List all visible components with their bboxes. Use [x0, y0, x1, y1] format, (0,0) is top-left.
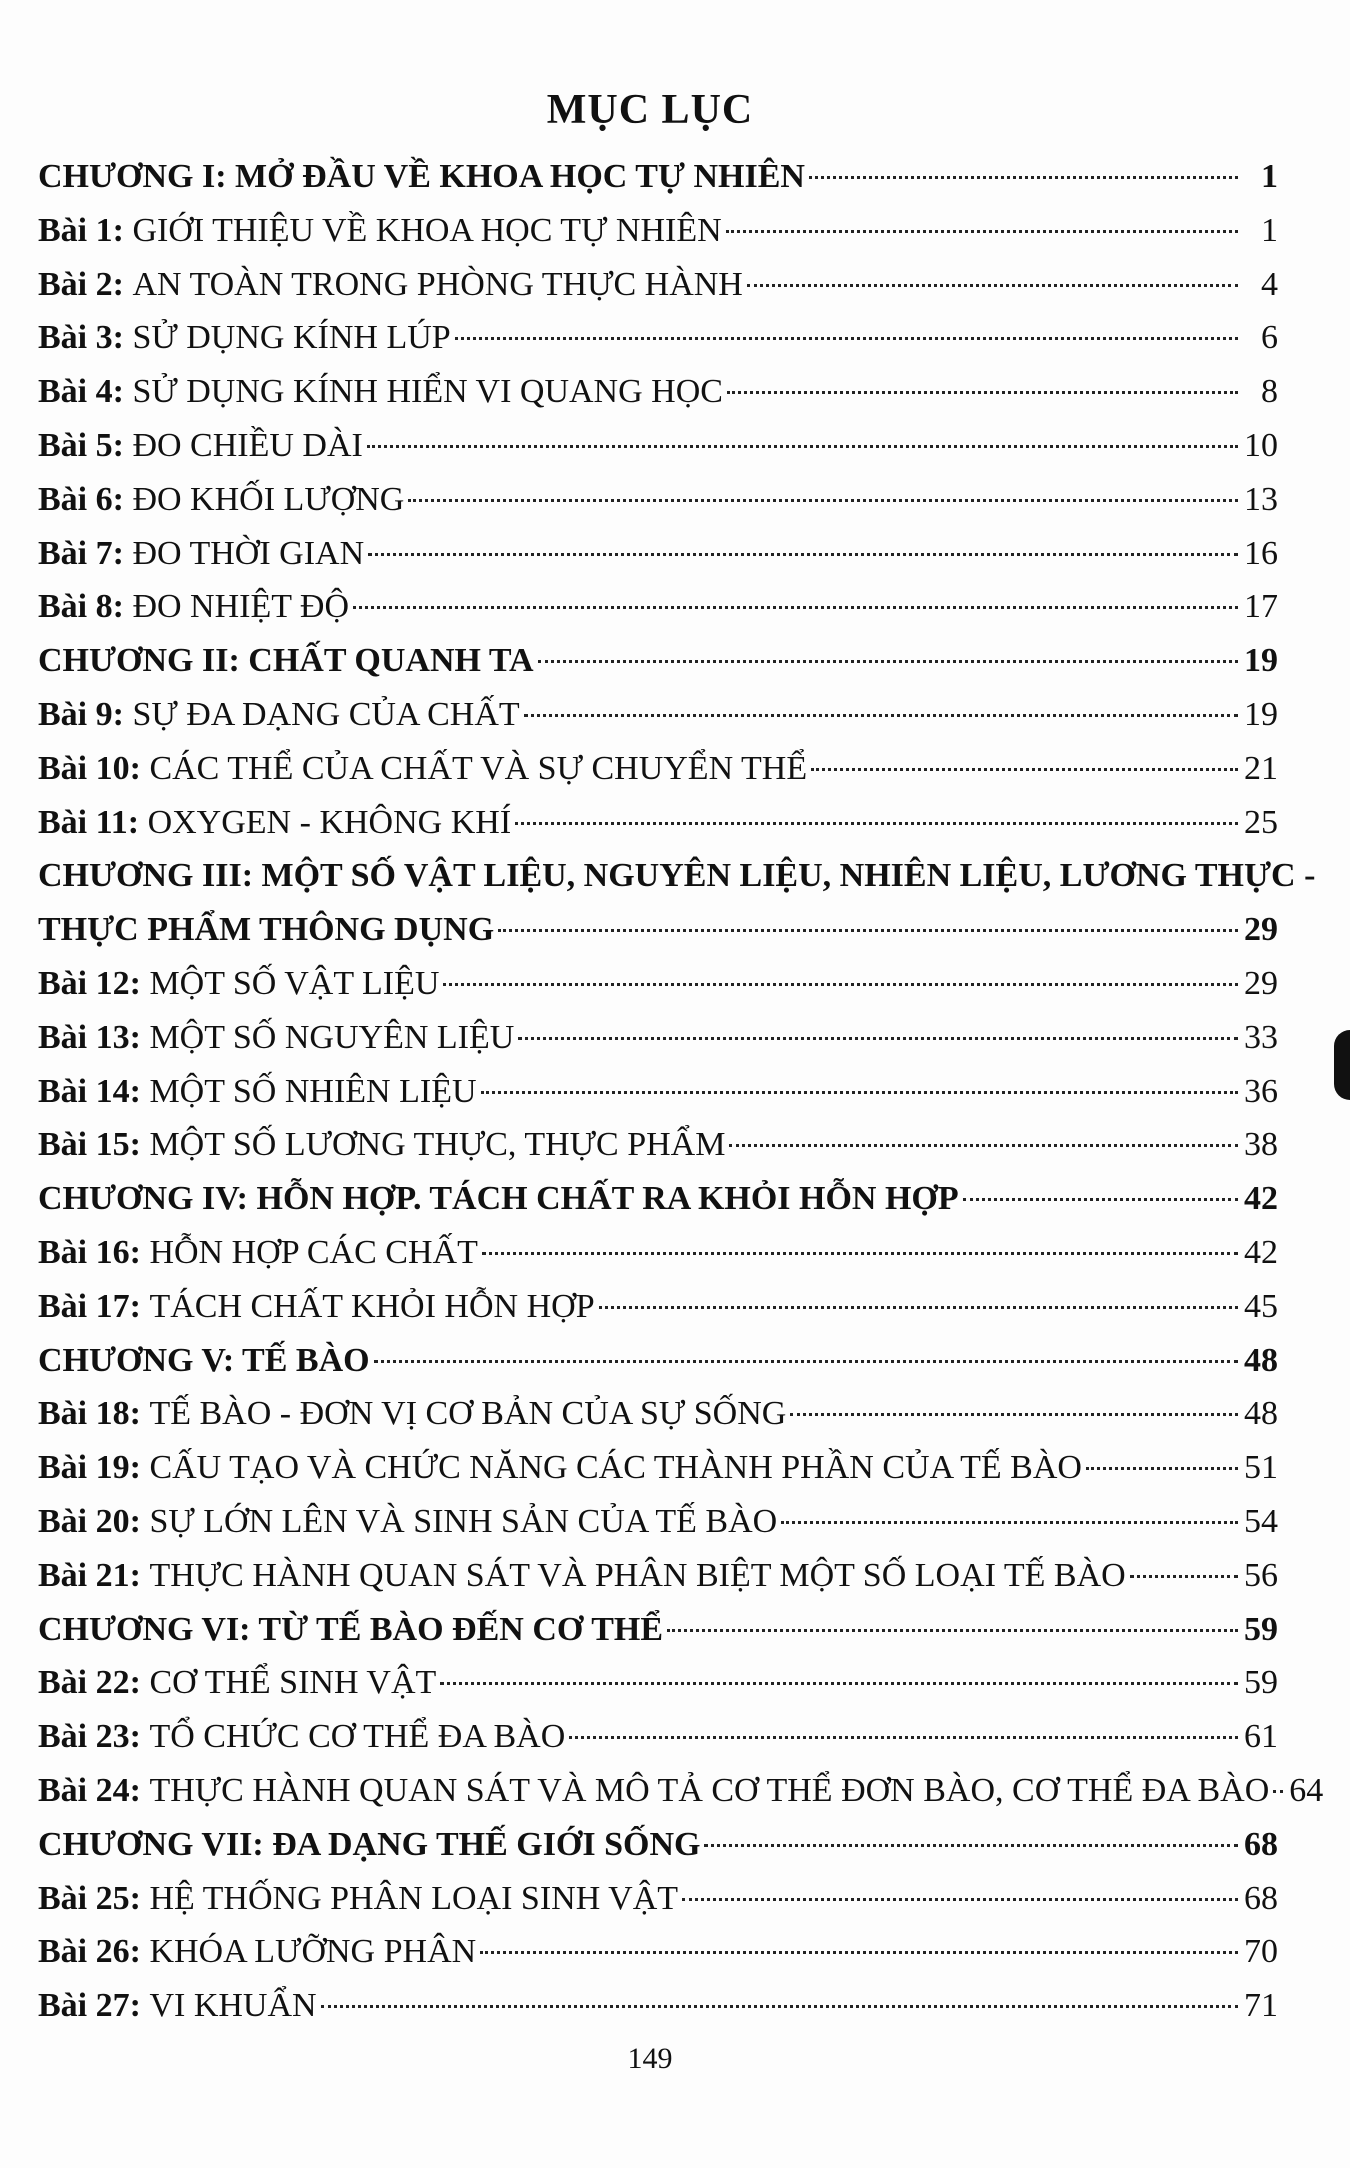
- dot-leader: [524, 714, 1238, 717]
- lesson-title: MỘT SỐ NHIÊN LIỆU: [149, 1072, 477, 1110]
- lesson-number: Bài 11:: [38, 803, 140, 841]
- lesson-number: Bài 18:: [38, 1395, 141, 1433]
- entry-page-number: 21: [1244, 749, 1278, 787]
- dot-leader: [440, 1682, 1238, 1685]
- dot-leader: [667, 1629, 1238, 1632]
- entry-page-number: 1: [1261, 158, 1278, 195]
- lesson-number: Bài 6:: [38, 480, 124, 518]
- toc-chapter-entry[interactable]: [38, 150, 1278, 204]
- dot-leader: [963, 1198, 1238, 1201]
- dot-leader: [790, 1413, 1238, 1416]
- entry-page-number: 59: [1244, 1610, 1278, 1648]
- toc-lesson-entry[interactable]: [38, 796, 1278, 850]
- dot-leader: [374, 1360, 1238, 1363]
- entry-page-number: 16: [1244, 534, 1278, 572]
- toc-chapter-entry[interactable]: [38, 1172, 1278, 1226]
- dot-leader: [811, 768, 1238, 771]
- toc-lesson-entry[interactable]: [38, 1656, 1278, 1710]
- dot-leader: [518, 1037, 1238, 1040]
- dot-leader: [408, 499, 1238, 502]
- entry-page-number: 64: [1289, 1771, 1324, 1809]
- toc-lesson-entry[interactable]: [38, 1387, 1278, 1441]
- entry-page-number: 48: [1244, 1341, 1278, 1379]
- dot-leader: [481, 1091, 1238, 1094]
- lesson-number: Bài 19:: [38, 1449, 141, 1487]
- chapter-title: CHƯƠNG I: MỞ ĐẦU VỀ KHOA HỌC TỰ NHIÊN: [38, 158, 805, 195]
- page-edge-mark: [1334, 1030, 1350, 1100]
- toc-lesson-entry[interactable]: [38, 1495, 1278, 1549]
- toc-lesson-entry[interactable]: [38, 1979, 1278, 2033]
- toc-chapter-entry[interactable]: [38, 1603, 1278, 1657]
- dot-leader: [455, 337, 1238, 340]
- lesson-number: Bài 2:: [38, 265, 124, 303]
- lesson-title: HỆ THỐNG PHÂN LOẠI SINH VẬT: [149, 1879, 679, 1917]
- lesson-number: Bài 15:: [38, 1126, 141, 1164]
- toc-lesson-entry[interactable]: [38, 1065, 1278, 1119]
- chapter-title: CHƯƠNG IV: HỖN HỢP. TÁCH CHẤT RA KHỎI HỖN HỢP: [38, 1180, 959, 1218]
- lesson-number: Bài 22:: [38, 1664, 141, 1702]
- dot-leader: [747, 284, 1238, 287]
- dot-leader: [443, 983, 1238, 986]
- entry-page-number: 10: [1244, 426, 1278, 464]
- toc-chapter-entry[interactable]: [38, 1818, 1278, 1872]
- toc-lesson-entry[interactable]: [38, 473, 1278, 527]
- entry-page-number: 29: [1244, 964, 1278, 1002]
- lesson-number: Bài 4:: [38, 373, 124, 411]
- lesson-title: ĐO CHIỀU DÀI: [132, 426, 363, 464]
- lesson-title: HỖN HỢP CÁC CHẤT: [149, 1233, 478, 1271]
- entry-page-number: 29: [1244, 911, 1278, 949]
- chapter-title: CHƯƠNG VI: TỪ TẾ BÀO ĐẾN CƠ THỂ: [38, 1610, 664, 1648]
- toc-list: [38, 150, 1324, 2033]
- lesson-title: TỔ CHỨC CƠ THỂ ĐA BÀO: [149, 1718, 566, 1756]
- lesson-title: GIỚI THIỆU VỀ KHOA HỌC TỰ NHIÊN: [132, 211, 722, 249]
- lesson-number: Bài 21:: [38, 1556, 141, 1594]
- entry-page-number: 56: [1244, 1556, 1278, 1594]
- entry-page-number: 45: [1244, 1287, 1278, 1325]
- lesson-title: VI KHUẨN: [149, 1987, 317, 2025]
- toc-lesson-entry[interactable]: [38, 1710, 1278, 1764]
- toc-lesson-entry[interactable]: [38, 258, 1278, 312]
- dot-leader: [1273, 1790, 1283, 1793]
- lesson-title: MỘT SỐ LƯƠNG THỰC, THỰC PHẨM: [149, 1126, 726, 1164]
- lesson-title: SỰ LỚN LÊN VÀ SINH SẢN CỦA TẾ BÀO: [149, 1502, 778, 1540]
- lesson-title: ĐO NHIỆT ĐỘ: [132, 588, 350, 626]
- lesson-title: CƠ THỂ SINH VẬT: [149, 1664, 437, 1702]
- toc-lesson-entry[interactable]: [38, 1925, 1278, 1979]
- lesson-title: CẤU TẠO VÀ CHỨC NĂNG CÁC THÀNH PHẦN CỦA TẾ BÀO: [149, 1449, 1082, 1487]
- entry-page-number: 19: [1244, 642, 1278, 680]
- toc-lesson-entry[interactable]: [38, 204, 1278, 258]
- lesson-number: Bài 24:: [38, 1771, 141, 1809]
- dot-leader: [480, 1951, 1238, 1954]
- lesson-number: Bài 25:: [38, 1879, 141, 1917]
- entry-page-number: 51: [1244, 1449, 1278, 1487]
- entry-page-number: 61: [1244, 1718, 1278, 1756]
- toc-lesson-entry[interactable]: [38, 688, 1278, 742]
- lesson-title: CÁC THỂ CỦA CHẤT VÀ SỰ CHUYỂN THỂ: [149, 749, 808, 787]
- lesson-title: AN TOÀN TRONG PHÒNG THỰC HÀNH: [132, 265, 743, 303]
- lesson-title: MỘT SỐ NGUYÊN LIỆU: [149, 1018, 515, 1056]
- toc-lesson-entry[interactable]: [38, 1872, 1278, 1926]
- dot-leader: [1130, 1575, 1238, 1578]
- dot-leader: [781, 1521, 1238, 1524]
- lesson-title: THỰC HÀNH QUAN SÁT VÀ PHÂN BIỆT MỘT SỐ LOẠI TẾ BÀO: [149, 1556, 1126, 1594]
- entry-page-number: 70: [1244, 1933, 1278, 1971]
- lesson-number: Bài 12:: [38, 964, 141, 1002]
- lesson-number: Bài 26:: [38, 1933, 141, 1971]
- entry-page-number: 4: [1261, 265, 1278, 303]
- entry-page-number: 42: [1244, 1180, 1278, 1218]
- entry-page-number: 42: [1244, 1233, 1278, 1271]
- entry-page-number: 17: [1244, 588, 1278, 626]
- entry-page-number: 68: [1244, 1825, 1278, 1863]
- dot-leader: [515, 822, 1238, 825]
- dot-leader: [482, 1252, 1238, 1255]
- lesson-title: SỬ DỤNG KÍNH HIỂN VI QUANG HỌC: [132, 373, 723, 411]
- lesson-number: Bài 13:: [38, 1018, 141, 1056]
- dot-leader: [599, 1306, 1238, 1309]
- page-title: MỤC LỤC: [546, 87, 754, 133]
- entry-page-number: 38: [1244, 1126, 1278, 1164]
- lesson-number: Bài 3:: [38, 319, 124, 357]
- toc-lesson-entry[interactable]: [38, 580, 1278, 634]
- dot-leader: [367, 445, 1238, 448]
- lesson-title: TẾ BÀO - ĐƠN VỊ CƠ BẢN CỦA SỰ SỐNG: [149, 1395, 787, 1433]
- entry-page-number: 59: [1244, 1664, 1278, 1702]
- dot-leader: [729, 1144, 1238, 1147]
- lesson-number: Bài 20:: [38, 1502, 141, 1540]
- toc-lesson-entry[interactable]: [38, 1011, 1278, 1065]
- toc-lesson-entry[interactable]: [38, 527, 1278, 581]
- toc-lesson-entry[interactable]: [38, 1280, 1278, 1334]
- lesson-title: SỬ DỤNG KÍNH LÚP: [132, 319, 451, 357]
- toc-lesson-entry[interactable]: [38, 957, 1278, 1011]
- dot-leader: [321, 2005, 1238, 2008]
- lesson-title: MỘT SỐ VẬT LIỆU: [149, 964, 440, 1002]
- dot-leader: [1086, 1467, 1238, 1470]
- lesson-title: THỰC HÀNH QUAN SÁT VÀ MÔ TẢ CƠ THỂ ĐƠN BÀO, CƠ THỂ ĐA BÀO: [149, 1771, 1270, 1809]
- entry-page-number: 54: [1244, 1502, 1278, 1540]
- page-number-footer: 149: [627, 2042, 673, 2075]
- lesson-number: Bài 7:: [38, 534, 124, 572]
- entry-page-number: 36: [1244, 1072, 1278, 1110]
- dot-leader: [353, 606, 1238, 609]
- entry-page-number: 6: [1261, 319, 1278, 357]
- entry-page-number: 71: [1244, 1987, 1278, 2025]
- entry-page-number: 25: [1244, 803, 1278, 841]
- lesson-number: Bài 9:: [38, 695, 124, 733]
- lesson-number: Bài 16:: [38, 1233, 141, 1271]
- dot-leader: [498, 929, 1238, 932]
- dot-leader: [569, 1736, 1238, 1739]
- lesson-number: Bài 8:: [38, 588, 124, 626]
- chapter-title: CHƯƠNG VII: ĐA DẠNG THẾ GIỚI SỐNG: [38, 1825, 701, 1863]
- toc-lesson-entry[interactable]: [38, 311, 1278, 365]
- dot-leader: [682, 1898, 1238, 1901]
- toc-lesson-entry[interactable]: [38, 365, 1278, 419]
- chapter-title: CHƯƠNG V: TẾ BÀO: [38, 1341, 370, 1379]
- lesson-title: SỰ ĐA DẠNG CỦA CHẤT: [132, 695, 520, 733]
- dot-leader: [538, 660, 1238, 663]
- lesson-title: OXYGEN - KHÔNG KHÍ: [147, 803, 512, 841]
- entry-page-number: 48: [1244, 1395, 1278, 1433]
- toc-chapter-entry[interactable]: [38, 1334, 1278, 1388]
- dot-leader: [809, 176, 1238, 179]
- chapter-title: CHƯƠNG II: CHẤT QUANH TA: [38, 642, 534, 680]
- lesson-title: ĐO THỜI GIAN: [132, 534, 365, 572]
- dot-leader: [368, 553, 1238, 556]
- lesson-title: KHÓA LƯỠNG PHÂN: [149, 1933, 477, 1971]
- lesson-number: Bài 17:: [38, 1287, 141, 1325]
- dot-leader: [704, 1844, 1238, 1847]
- toc-lesson-entry[interactable]: [38, 1549, 1278, 1603]
- lesson-number: Bài 1:: [38, 211, 124, 249]
- lesson-number: Bài 5:: [38, 426, 124, 464]
- chapter-title: THỰC PHẨM THÔNG DỤNG: [38, 911, 495, 949]
- entry-page-number: 33: [1244, 1018, 1278, 1056]
- lesson-number: Bài 14:: [38, 1072, 141, 1110]
- entry-page-number: 68: [1244, 1879, 1278, 1917]
- lesson-number: Bài 23:: [38, 1718, 141, 1756]
- toc-lesson-entry[interactable]: [38, 1441, 1278, 1495]
- chapter-title: CHƯƠNG III: MỘT SỐ VẬT LIỆU, NGUYÊN LIỆU, NHIÊN LIỆU, LƯƠNG THỰC -: [38, 857, 1316, 895]
- toc-lesson-entry[interactable]: [38, 1764, 1324, 1818]
- toc-lesson-entry[interactable]: [38, 419, 1278, 473]
- toc-chapter-entry[interactable]: [38, 849, 1316, 903]
- dot-leader: [726, 230, 1238, 233]
- toc-chapter-entry[interactable]: [38, 903, 1278, 957]
- toc-lesson-entry[interactable]: [38, 1118, 1278, 1172]
- entry-page-number: 1: [1261, 211, 1278, 249]
- dot-leader: [727, 391, 1238, 394]
- entry-page-number: 13: [1244, 480, 1278, 518]
- lesson-title: ĐO KHỐI LƯỢNG: [132, 480, 405, 518]
- toc-lesson-entry[interactable]: [38, 742, 1278, 796]
- entry-page-number: 8: [1261, 373, 1278, 411]
- lesson-number: Bài 27:: [38, 1987, 141, 2025]
- lesson-number: Bài 10:: [38, 749, 141, 787]
- lesson-title: TÁCH CHẤT KHỎI HỖN HỢP: [149, 1287, 595, 1325]
- entry-page-number: 19: [1244, 695, 1278, 733]
- toc-chapter-entry[interactable]: [38, 634, 1278, 688]
- toc-lesson-entry[interactable]: [38, 1226, 1278, 1280]
